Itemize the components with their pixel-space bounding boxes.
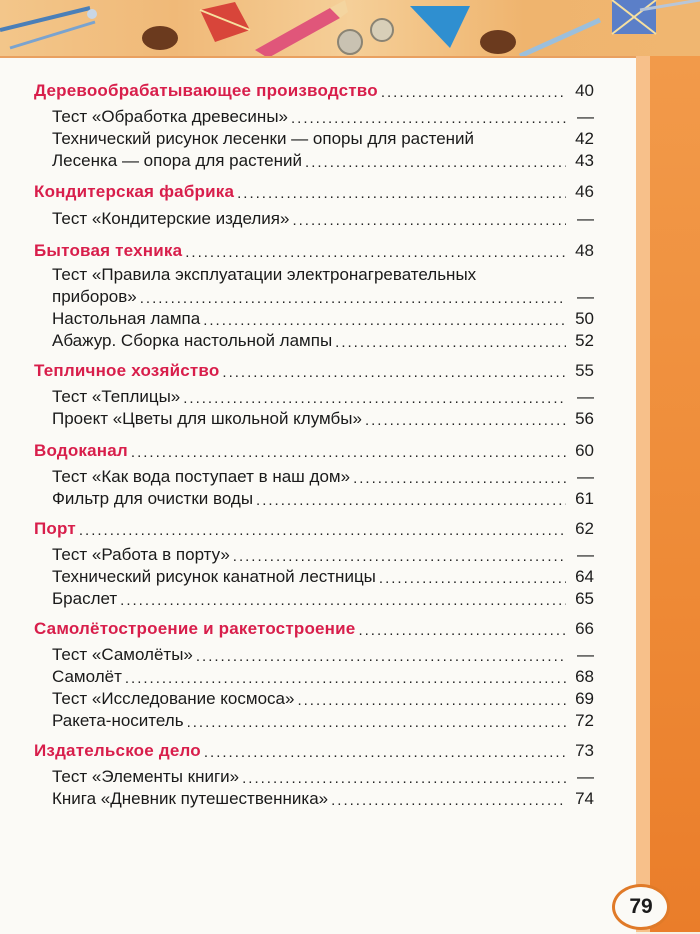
toc-page-number: — <box>577 209 594 228</box>
toc-page-number: 64 <box>575 567 594 586</box>
bean-icon <box>142 26 178 50</box>
toc-item-row[interactable] <box>52 464 594 488</box>
toc-page-number: — <box>577 467 594 486</box>
toc-section-title: Самолётостроение и ракетостроение <box>34 619 356 638</box>
toc-leader-dots <box>120 592 566 610</box>
toc-item-row[interactable] <box>52 642 594 666</box>
toc-page-number: 66 <box>575 619 594 638</box>
toc-leader-dots <box>381 84 566 102</box>
toc-leader-dots <box>79 522 566 540</box>
toc-item-title: Браслет <box>52 589 118 608</box>
toc-section-row[interactable] <box>34 179 594 203</box>
top-decorative-banner <box>0 0 700 62</box>
toc-section-title: Водоканал <box>34 441 128 460</box>
toc-item-title: Проект «Цветы для школьной клумбы» <box>52 409 362 428</box>
toc-item-title: Технический рисунок лесенки — опоры для растений <box>52 129 475 148</box>
toc-item-row[interactable] <box>52 564 594 588</box>
toc-page-number: 55 <box>575 361 594 380</box>
toc-page-number: 52 <box>575 331 594 350</box>
toc-page-number: 46 <box>575 182 594 201</box>
toc-page-number: 68 <box>575 667 594 686</box>
toc-page-number: 74 <box>575 789 594 808</box>
toc-section-row[interactable] <box>34 78 594 102</box>
toc-leader-dots <box>365 412 566 430</box>
toc-item-row[interactable] <box>52 284 594 308</box>
toc-item-row[interactable] <box>52 406 594 430</box>
toc-page-number: 62 <box>575 519 594 538</box>
toc-section-row[interactable] <box>34 516 594 540</box>
toc-item-title: Абажур. Сборка настольной лампы <box>52 331 333 350</box>
toc-item-title: Настольная лампа <box>52 309 201 328</box>
toc-section-row[interactable] <box>34 438 594 462</box>
toc-leader-dots <box>358 622 566 640</box>
toc-section-title: Бытовая техника <box>34 241 183 260</box>
compass-icon <box>0 8 97 48</box>
toc-section-title: Деревообрабатывающее производство <box>34 81 378 100</box>
toc-item-title: Ракета-носитель <box>52 711 184 730</box>
toc-page-number: — <box>577 287 594 306</box>
toc-item-title: Тест «Элементы книги» <box>52 767 240 786</box>
toc-page-number: 56 <box>575 409 594 428</box>
page-number: 79 <box>629 895 653 918</box>
toc-section-row[interactable] <box>34 238 594 262</box>
kite-icon <box>200 2 250 42</box>
brush-icon <box>255 0 348 58</box>
toc-section-row[interactable] <box>34 738 594 762</box>
triangle-ruler-icon <box>410 6 470 48</box>
ruler-icon <box>520 20 600 56</box>
toc-page-number: 42 <box>575 129 594 148</box>
toc-item-row[interactable] <box>52 306 594 330</box>
strip-highlight <box>636 56 650 932</box>
toc-section-title: Кондитерская фабрика <box>34 182 235 201</box>
toc-item-title: приборов» <box>52 287 137 306</box>
toc-item-title: Лесенка — опора для растений <box>52 151 303 170</box>
coin-icon <box>338 30 362 54</box>
toc-leader-dots <box>292 212 566 230</box>
right-margin-strip <box>636 56 700 932</box>
toc-item-row[interactable] <box>52 542 594 566</box>
contents-page <box>0 56 636 934</box>
toc-item-row[interactable] <box>52 126 594 150</box>
toc-page-number: — <box>577 545 594 564</box>
toc-section-row[interactable] <box>34 358 594 382</box>
toc-item-row[interactable] <box>52 786 594 810</box>
toc-leader-dots <box>335 334 566 352</box>
toc-page-number: 50 <box>575 309 594 328</box>
toc-page-number: 65 <box>575 589 594 608</box>
toc-section-row[interactable] <box>34 616 594 640</box>
toc-item-row[interactable] <box>52 764 594 788</box>
bean-icon <box>480 30 516 54</box>
toc-item-row[interactable] <box>52 486 594 510</box>
toc-page-number: 40 <box>575 81 594 100</box>
toc-leader-dots <box>331 792 566 810</box>
toc-item-title: Технический рисунок канатной лестницы <box>52 567 376 586</box>
toc-item-row[interactable] <box>52 686 594 710</box>
toc-item-row[interactable] <box>52 148 594 172</box>
toc-page-number: — <box>577 387 594 406</box>
toc-item-title: Тест «Исследование космоса» <box>52 689 295 708</box>
toc-item-title: Тест «Правила эксплуатации электронагревательных <box>52 265 477 284</box>
toc-page-number: 60 <box>575 441 594 460</box>
school-supplies-illustration <box>0 0 700 62</box>
toc-leader-dots <box>256 492 566 510</box>
toc-item-title: Тест «Обработка древесины» <box>52 107 288 126</box>
toc-leader-dots <box>131 444 566 462</box>
toc-leader-dots <box>185 244 566 262</box>
toc-item-title: Фильтр для очистки воды <box>52 489 254 508</box>
page-number-badge <box>612 884 670 930</box>
toc-leader-dots <box>222 364 566 382</box>
toc-leader-dots <box>204 744 566 762</box>
toc-leader-dots <box>237 185 566 203</box>
toc-page-number: 69 <box>575 689 594 708</box>
toc-page-number: — <box>577 107 594 126</box>
toc-item-row[interactable] <box>52 262 594 286</box>
toc-page-number: 48 <box>575 241 594 260</box>
toc-item-title: Тест «Кондитерские изделия» <box>52 209 290 228</box>
toc-page-number: — <box>577 645 594 664</box>
toc-item-row[interactable] <box>52 664 594 688</box>
toc-section-title: Издательское дело <box>34 741 201 760</box>
toc-page-number: 43 <box>575 151 594 170</box>
toc-item-row[interactable] <box>52 708 594 732</box>
toc-item-row[interactable] <box>52 104 594 128</box>
coin-icon <box>371 19 393 41</box>
toc-leader-dots <box>187 714 566 732</box>
toc-item-row[interactable] <box>52 328 594 352</box>
toc-item-title: Тест «Теплицы» <box>52 387 181 406</box>
toc-item-row[interactable] <box>52 586 594 610</box>
toc-item-title: Тест «Работа в порту» <box>52 545 230 564</box>
toc-section-title: Порт <box>34 519 76 538</box>
toc-page-number: 72 <box>575 711 594 730</box>
toc-item-title: Книга «Дневник путешественника» <box>52 789 329 808</box>
toc-page-number: — <box>577 767 594 786</box>
toc-item-row[interactable] <box>52 384 594 408</box>
toc-page-number: 61 <box>575 489 594 508</box>
toc-page-number: 73 <box>575 741 594 760</box>
toc-item-row[interactable] <box>52 206 594 230</box>
toc-section-title: Тепличное хозяйство <box>34 361 220 380</box>
toc-leader-dots <box>305 154 566 172</box>
toc-item-title: Тест «Самолёты» <box>52 645 193 664</box>
toc-item-title: Тест «Как вода поступает в наш дом» <box>52 467 351 486</box>
toc-item-title: Самолёт <box>52 667 122 686</box>
